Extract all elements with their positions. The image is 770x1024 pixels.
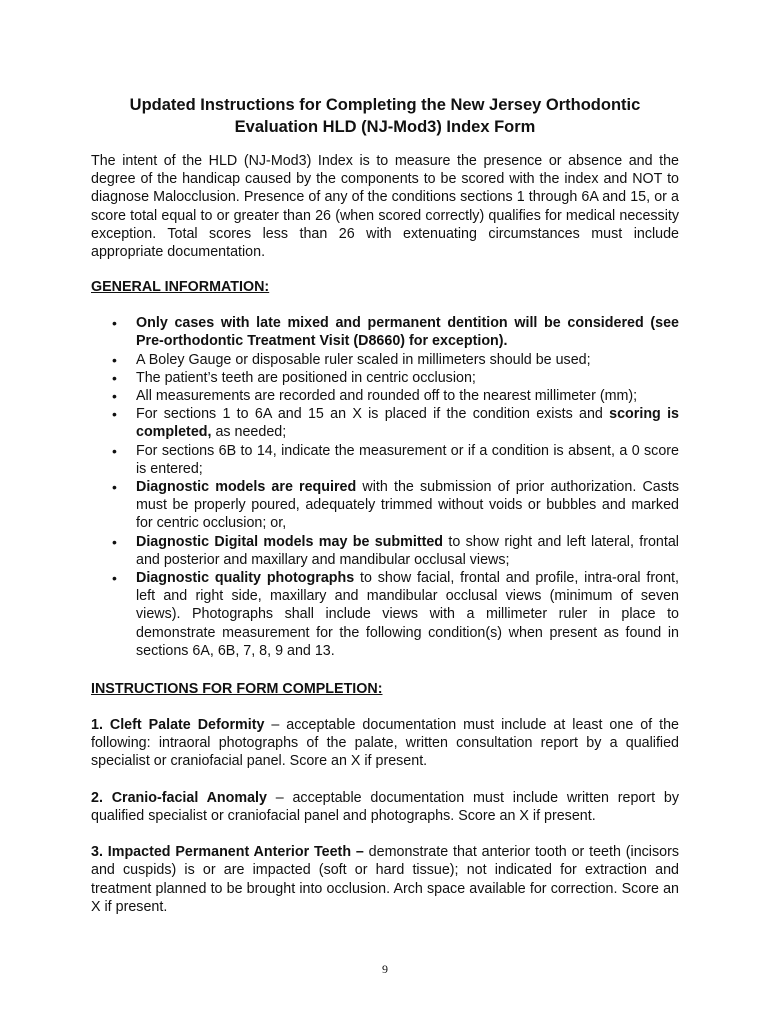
instructions-heading: INSTRUCTIONS FOR FORM COMPLETION: — [91, 681, 383, 698]
intro-paragraph: The intent of the HLD (NJ-Mod3) Index is to measure the presence or absence and the degree of the handicap caused by the components to be scored with the index and NOT to diagnose Malocclusion. Presence of any of the conditions sections 1 through 6A and 15, or a score total equal to or greater than 26 (when scored correctly) qualifies for medical necessity exception. Total scores less than 26 with extenuating circumstances must include appropriate documentation. — [91, 153, 679, 261]
instruction-item-cranio-facial: 2. Cranio-facial Anomaly – acceptable documentation must include written report by qualified specialist or craniofacial panel and photographs. Score an X if present. — [91, 789, 679, 824]
list-item: • Diagnostic models are required with the submission of prior authorization. Casts must be properly poured, adequately trimmed without voids or bubbles and marked for centric occlusion; or, — [112, 479, 679, 532]
list-item: • Diagnostic Digital models may be submitted to show right and left lateral, frontal and posterior and maxillary and mandibular occlusal views; — [112, 533, 679, 568]
list-item: • A Boley Gauge or disposable ruler scaled in millimeters should be used; — [112, 351, 591, 368]
bullet-icon: • — [112, 442, 117, 459]
list-item: • For sections 1 to 6A and 15 an X is placed if the condition exists and scoring is completed, as needed; — [112, 406, 679, 441]
general-information-heading: GENERAL INFORMATION: — [91, 279, 270, 296]
general-information-list — [91, 314, 679, 660]
page-number: 9 — [382, 962, 388, 976]
list-item: • All measurements are recorded and rounded off to the nearest millimeter (mm); — [112, 388, 638, 405]
list-item: • The patient’s teeth are positioned in centric occlusion; — [112, 369, 476, 386]
bullet-icon: • — [112, 570, 117, 587]
bullet-icon: • — [112, 479, 117, 496]
bullet-icon: • — [112, 315, 117, 332]
bullet-icon: • — [112, 406, 117, 423]
bullet-icon: • — [112, 388, 117, 405]
bullet-icon: • — [112, 533, 117, 550]
list-item: • Only cases with late mixed and permanent dentition will be considered (see Pre-orthodontic Treatment Visit (D8660) for exception). — [112, 315, 679, 350]
page-title — [91, 94, 679, 138]
list-item: • For sections 6B to 14, indicate the measurement or if a condition is absent, a 0 score is entered; — [112, 442, 679, 477]
bullet-icon: • — [112, 369, 117, 386]
instruction-item-cleft-palate: 1. Cleft Palate Deformity – acceptable documentation must include at least one of the following: intraoral photographs of the palate, written consultation report by a qualified specialist or craniofacial panel. Score an X if present. — [91, 717, 679, 770]
title-line-1: Updated Instructions for Completing the New Jersey Orthodontic — [129, 96, 641, 114]
list-item: • Diagnostic quality photographs to show facial, frontal and profile, intra-oral front, left and right side, maxillary and mandibular occlusal views (minimum of seven views). Photographs shall include views with a millimeter ruler in place to demonstrate measurement for the following condition(s) when present as found in sections 6A, 6B, 7, 8, 9 and 13. — [112, 570, 679, 659]
instruction-item-impacted-teeth: 3. Impacted Permanent Anterior Teeth – demonstrate that anterior tooth or teeth (incisors and cuspids) is or are impacted (soft or hard tissue); not indicated for extraction and treatment planned to be brought into occlusion. Arch space available for correction. Score an X if present. — [91, 844, 679, 915]
title-line-2: Evaluation HLD (NJ-Mod3) Index Form — [234, 118, 536, 136]
bullet-icon: • — [112, 351, 117, 368]
